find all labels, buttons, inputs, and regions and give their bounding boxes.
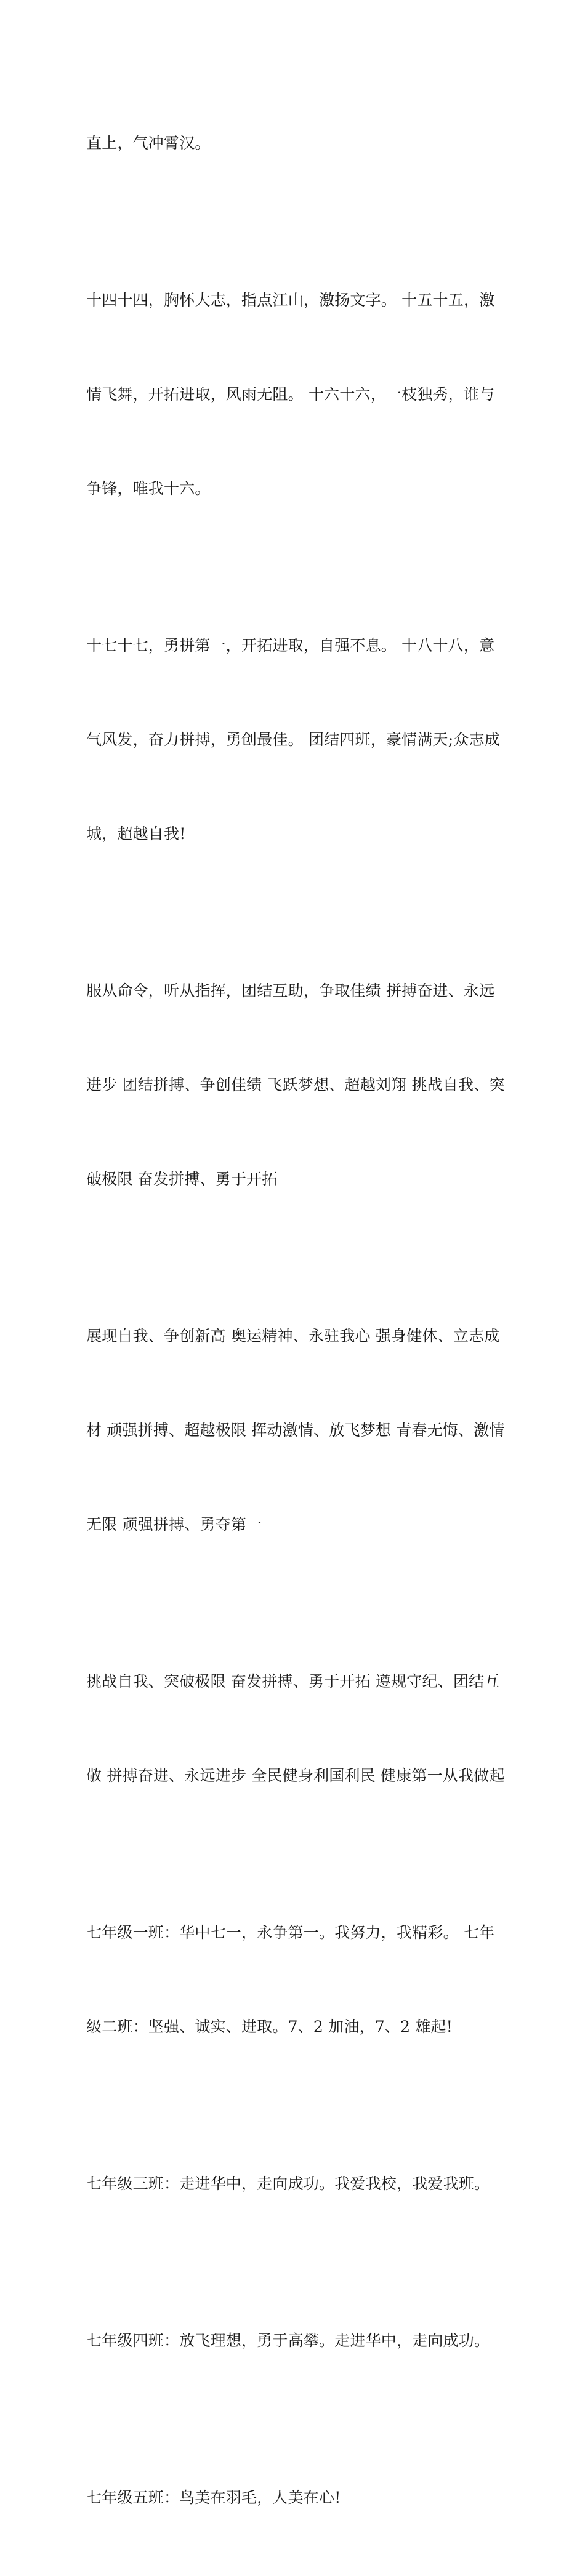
text-line: 气风发，奋力拼搏，勇创最佳。 团结四班，豪情满天;众志成: [86, 731, 500, 748]
text-line: 破极限 奋发拼搏、勇于开拓: [86, 1170, 278, 1188]
text-line: 七年级三班：走进华中，走向成功。我爱我校，我爱我班。: [86, 2175, 490, 2193]
text-line: 情飞舞，开拓进取，风雨无阻。 十六十六，一枝独秀，谁与: [86, 385, 495, 403]
text-line: 敬 拼搏奋进、永远进步 全民健身利国利民 健康第一从我做起: [86, 1767, 505, 1784]
text-line: 七年级五班：鸟美在羽毛，人美在心!: [86, 2489, 341, 2506]
paragraph: [86, 222, 499, 567]
text-line: 无限 顽强拼搏、勇夺第一: [86, 1515, 262, 1533]
text-line: 十七十七，勇拼第一，开拓进取，自强不息。 十八十八，意: [86, 636, 495, 654]
paragraph: [86, 2262, 499, 2419]
text-line: 七年级一班：华中七一，永争第一。我努力，我精彩。 七年: [86, 1924, 495, 1941]
paragraph: [86, 567, 499, 912]
text-line: 七年级四班：放飞理想，勇于高攀。走进华中，走向成功。: [86, 2332, 490, 2349]
text-line: 展现自我、争创新高 奥运精神、永驻我心 强身健体、立志成: [86, 1327, 500, 1345]
paragraph: [86, 65, 499, 222]
text-line: 争锋，唯我十六。: [86, 479, 211, 497]
document-body: [86, 65, 505, 2576]
text-line: 进步 团结拼搏、争创佳绩 飞跃梦想、超越刘翔 挑战自我、突: [86, 1076, 505, 1094]
text-line: 级二班：坚强、诚实、进取。7、2 加油，7、2 雄起!: [86, 2018, 453, 2036]
text-line: 直上，气冲霄汉。: [86, 134, 211, 152]
paragraph: [86, 2419, 499, 2576]
text-line: 挑战自我、突破极限 奋发拼搏、勇于开拓 遵规守纪、团结互: [86, 1672, 500, 1690]
paragraph: [86, 2105, 499, 2262]
paragraph: [86, 912, 505, 1258]
paragraph: [86, 1854, 499, 2105]
paragraph: [86, 1603, 505, 1854]
text-line: 城，超越自我!: [86, 825, 186, 843]
paragraph: [86, 1258, 505, 1603]
text-line: 材 顽强拼搏、超越极限 挥动激情、放飞梦想 青春无悔、激情: [86, 1421, 505, 1439]
text-line: 服从命令，听从指挥，团结互助，争取佳绩 拼搏奋进、永远: [86, 982, 495, 1000]
text-line: 十四十四，胸怀大志，指点江山，激扬文字。 十五十五，激: [86, 291, 495, 309]
